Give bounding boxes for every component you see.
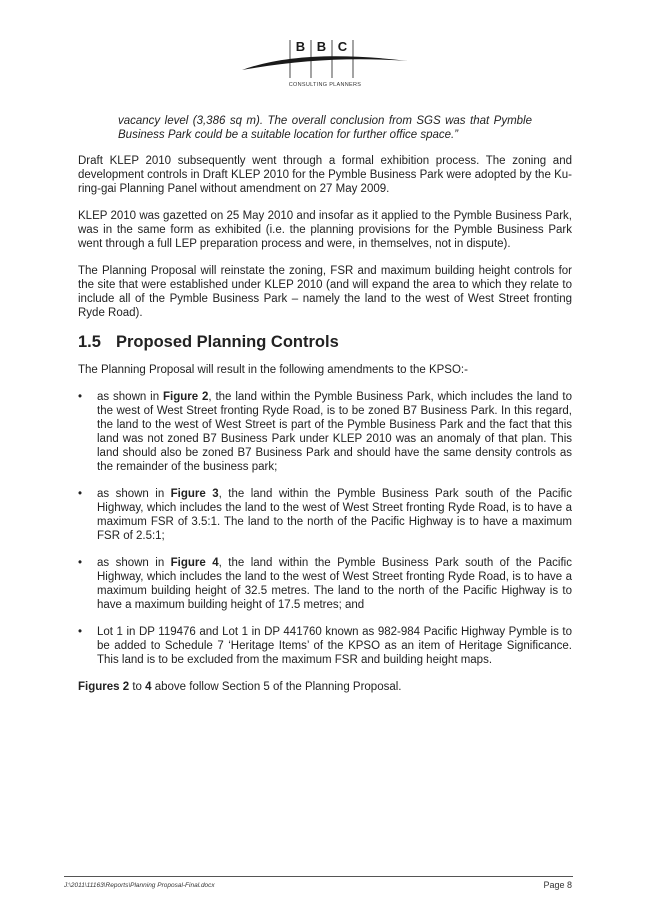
logo-swoosh (240, 34, 410, 82)
logo-letter-1: B (295, 39, 306, 54)
list-item (78, 625, 572, 667)
footer-divider (64, 876, 573, 877)
section-number: 1.5 (78, 333, 101, 351)
list-item-text: as shown in (97, 488, 171, 500)
body-paragraph: The Planning Proposal will reinstate the zoning, FSR and maximum building height controls for the site that were established under KLEP 2010 (and will expand the area to which they relate to include all of the Pymble Business Park – namely the land to the west of West Street fronting Ryde Road). (78, 265, 572, 319)
bullet-icon: • (78, 391, 83, 403)
page-content (78, 114, 572, 707)
bullet-icon: • (78, 557, 83, 569)
footer-file-path: J:\2011\11163\Reports\Planning Proposal-Final.docx (64, 882, 215, 889)
figure-reference: Figure 3 (170, 488, 219, 500)
bbc-logo (240, 34, 410, 94)
section-heading (78, 333, 572, 352)
list-item-text: , the land within the Pymble Business Park, which includes the land to the west of West Street fronting Ryde Road, is to be zoned B7 Business Park. In this regard, the land to the west of West Street is part of the Pymble Business Park and the fact that this land was not zoned B7 Business Park under KLEP 2010 was an anomaly of that plan. This land should also be zoned B7 Business Park and should have the same density controls as the remainder of the business park; (97, 391, 572, 473)
list-item-text: as shown in (97, 557, 171, 569)
body-paragraph: KLEP 2010 was gazetted on 25 May 2010 and insofar as it applied to the Pymble Business Park, was in the same form as exhibited (i.e. the planning provisions for the Pymble Business Park went through a full LEP preparation process and were, in themselves, not in dispute). (78, 210, 572, 250)
quote-paragraph: vacancy level (3,386 sq m). The overall conclusion from SGS was that Pymble Business Park could be a suitable location for further office space.” (118, 115, 532, 141)
figure-reference: Figure 4 (170, 557, 219, 569)
figure-reference: 4 (145, 681, 152, 693)
closing-text: to (129, 681, 146, 693)
list-item (78, 487, 572, 543)
page-number: Page 8 (543, 880, 572, 890)
amendments-list (78, 390, 572, 667)
logo-letter-2: B (316, 39, 327, 54)
body-paragraph: Draft KLEP 2010 subsequently went through a formal exhibition process. The zoning and development controls in Draft KLEP 2010 for the Pymble Business Park were adopted by the Ku-ring-gai Planning Panel without amendment on 27 May 2009. (78, 155, 572, 195)
closing-paragraph (78, 680, 572, 694)
bullet-icon: • (78, 626, 83, 638)
list-item-text: Lot 1 in DP 119476 and Lot 1 in DP 441760 known as 982-984 Pacific Highway Pymble is to be added to Schedule 7 ‘Heritage Items’ of the KPSO as an item of Heritage Significance. This land is to be excluded from the maximum FSR and building height maps. (97, 626, 572, 666)
list-item (78, 390, 572, 474)
closing-text: above follow Section 5 of the Planning Proposal. (151, 681, 402, 693)
logo-subtitle: CONSULTING PLANNERS (288, 82, 362, 88)
section-intro: The Planning Proposal will result in the following amendments to the KPSO:- (78, 364, 468, 376)
list-item (78, 556, 572, 612)
logo-letter-3: C (337, 39, 348, 54)
figure-reference: Figure 2 (162, 391, 209, 403)
section-title: Proposed Planning Controls (116, 333, 339, 351)
list-item-text: , the land within the Pymble Business Park south of the Pacific Highway, which includes the land to the west of West Street fronting Ryde Road, is to have a maximum FSR of 3.5:1. The land to the north of the Pacific Highway is to have a maximum FSR of 2.5:1; (97, 488, 572, 542)
bullet-icon: • (78, 488, 83, 500)
figure-reference: Figures 2 (78, 681, 130, 693)
list-item-text: , the land within the Pymble Business Park south of the Pacific Highway, which includes the land to the west of West Street fronting Ryde Road, is to have a maximum building height of 32.5 metres. The land to the north of the Pacific Highway is to have a maximum building height of 17.5 metres; and (97, 557, 572, 611)
list-item-text: as shown in (97, 391, 163, 403)
